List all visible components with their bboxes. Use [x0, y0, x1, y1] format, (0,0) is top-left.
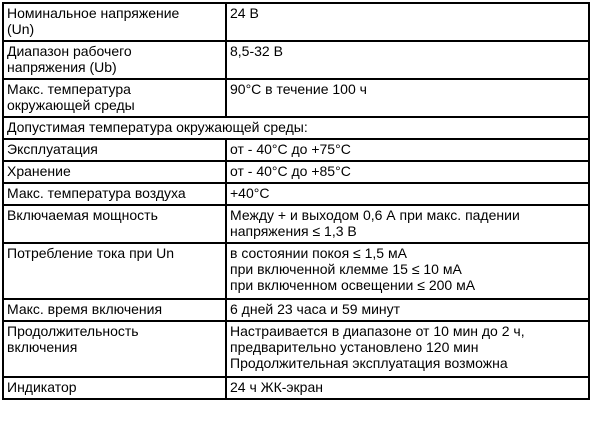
row-value-max-air-temperature: +40°C: [226, 183, 589, 205]
table-row: [3, 3, 589, 41]
table-row: [3, 139, 589, 161]
row-label-max-switch-on-time: Макс. время включения: [3, 299, 226, 321]
row-label-switching-power: Включаемая мощность: [3, 205, 226, 243]
row-value-switching-power: Между + и выходом 0,6 А при макс. падении напряжения ≤ 1,3 В: [226, 205, 589, 243]
row-label-storage: Хранение: [3, 161, 226, 183]
row-label-operation: Эксплуатация: [3, 139, 226, 161]
table-row: [3, 377, 589, 399]
table-row: [3, 41, 589, 79]
row-label-indicator: Индикатор: [3, 377, 226, 399]
row-value-current-consumption: в состоянии покоя ≤ 1,5 мА при включенной клемме 15 ≤ 10 мА при включенном освещении ≤ 200 мА: [226, 243, 589, 299]
row-value-nominal-voltage: 24 В: [226, 3, 589, 41]
row-value-switch-on-duration: Настраивается в диапазоне от 10 мин до 2 ч, предварительно установлено 120 мин Продолжительная эксплуатация возможна: [226, 321, 589, 377]
table-row: [3, 161, 589, 183]
table-section-row: [3, 117, 589, 139]
specifications-table: [2, 2, 590, 400]
row-value-operating-voltage-range: 8,5-32 В: [226, 41, 589, 79]
row-label-nominal-voltage: Номинальное напряжение (Un): [3, 3, 226, 41]
table-row: [3, 243, 589, 299]
row-value-storage: от - 40°C до +85°C: [226, 161, 589, 183]
row-label-operating-voltage-range: Диапазон рабочего напряжения (Ub): [3, 41, 226, 79]
row-value-indicator: 24 ч ЖК-экран: [226, 377, 589, 399]
table-row: [3, 321, 589, 377]
row-label-current-consumption: Потребление тока при Un: [3, 243, 226, 299]
row-value-max-switch-on-time: 6 дней 23 часа и 59 минут: [226, 299, 589, 321]
table-row: [3, 299, 589, 321]
table-row: [3, 183, 589, 205]
row-value-operation: от - 40°C до +75°C: [226, 139, 589, 161]
table-row: [3, 79, 589, 117]
table-row: [3, 205, 589, 243]
row-label-switch-on-duration: Продолжительность включения: [3, 321, 226, 377]
row-label-max-ambient-temperature: Макс. температура окружающей среды: [3, 79, 226, 117]
row-value-max-ambient-temperature: 90°C в течение 100 ч: [226, 79, 589, 117]
row-label-max-air-temperature: Макс. температура воздуха: [3, 183, 226, 205]
section-heading-allowed-temperature: Допустимая температура окружающей среды:: [3, 117, 589, 139]
